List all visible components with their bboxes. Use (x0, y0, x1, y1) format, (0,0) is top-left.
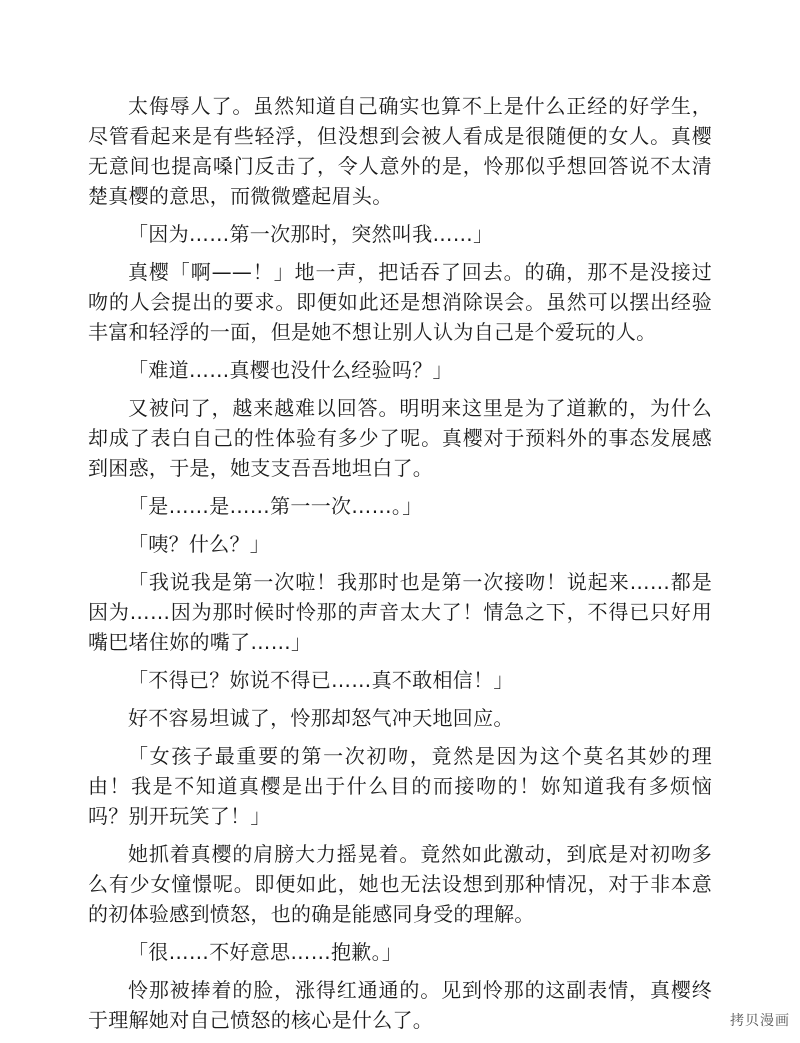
paragraph: 「不得已？妳说不得已……真不敢相信！」 (128, 668, 514, 692)
paragraph: 「我说我是第一次啦！我那时也是第一次接吻！说起来……都是因为……因为那时候时怜那的声音太大了！情急之下，不得已只好用嘴巴堵住妳的嘴了……」 (88, 570, 712, 654)
paragraph: 真樱「啊——！」地一声，把话吞了回去。的确，那不是没接过吻的人会提出的要求。即便如此还是想消除误会。虽然可以摆出经验丰富和轻浮的一面，但是她不想让别人认为自己是个爱玩的人。 (88, 260, 712, 344)
body-text (88, 91, 712, 1043)
paragraph: 又被问了，越来越难以回答。明明来这里是为了道歉的，为什么却成了表白自己的性体验有多少了呢。真樱对于预料外的事态发展感到困惑，于是，她支支吾吾地坦白了。 (88, 396, 712, 480)
watermark: 拷贝漫画 (730, 1013, 790, 1029)
paragraph: 「因为……第一次那时，突然叫我……」 (128, 222, 494, 246)
paragraph: 「女孩子最重要的第一次初吻，竟然是因为这个莫名其妙的理由！我是不知道真樱是出于什么目的而接吻的！妳知道我有多烦恼吗？别开玩笑了！」 (88, 744, 712, 828)
paragraph: 她抓着真樱的肩膀大力摇晃着。竟然如此激动，到底是对初吻多么有少女憧憬呢。即便如此，她也无法设想到那种情况，对于非本意的初体验感到愤怒，也的确是能感同身受的理解。 (88, 842, 712, 926)
paragraph: 「难道……真樱也没什么经验吗？」 (128, 358, 453, 382)
paragraph: 「很……不好意思……抱歉。」 (128, 940, 403, 964)
paragraph: 「咦？什么？」 (128, 532, 271, 556)
paragraph: 太侮辱人了。虽然知道自己确实也算不上是什么正经的好学生，尽管看起来是有些轻浮，但没想到会被人看成是很随便的女人。真樱无意间也提高嗓门反击了，令人意外的是，怜那似乎想回答说不太清楚真樱的意思，而微微蹙起眉头。 (88, 94, 712, 208)
paragraph: 好不容易坦诚了，怜那却怒气冲天地回应。 (128, 706, 514, 730)
paragraph: 「是……是……第一一次……。」 (128, 494, 423, 518)
paragraph: 怜那被捧着的脸，涨得红通通的。见到怜那的这副表情，真樱终于理解她对自己愤怒的核心是什么了。 (88, 978, 712, 1032)
